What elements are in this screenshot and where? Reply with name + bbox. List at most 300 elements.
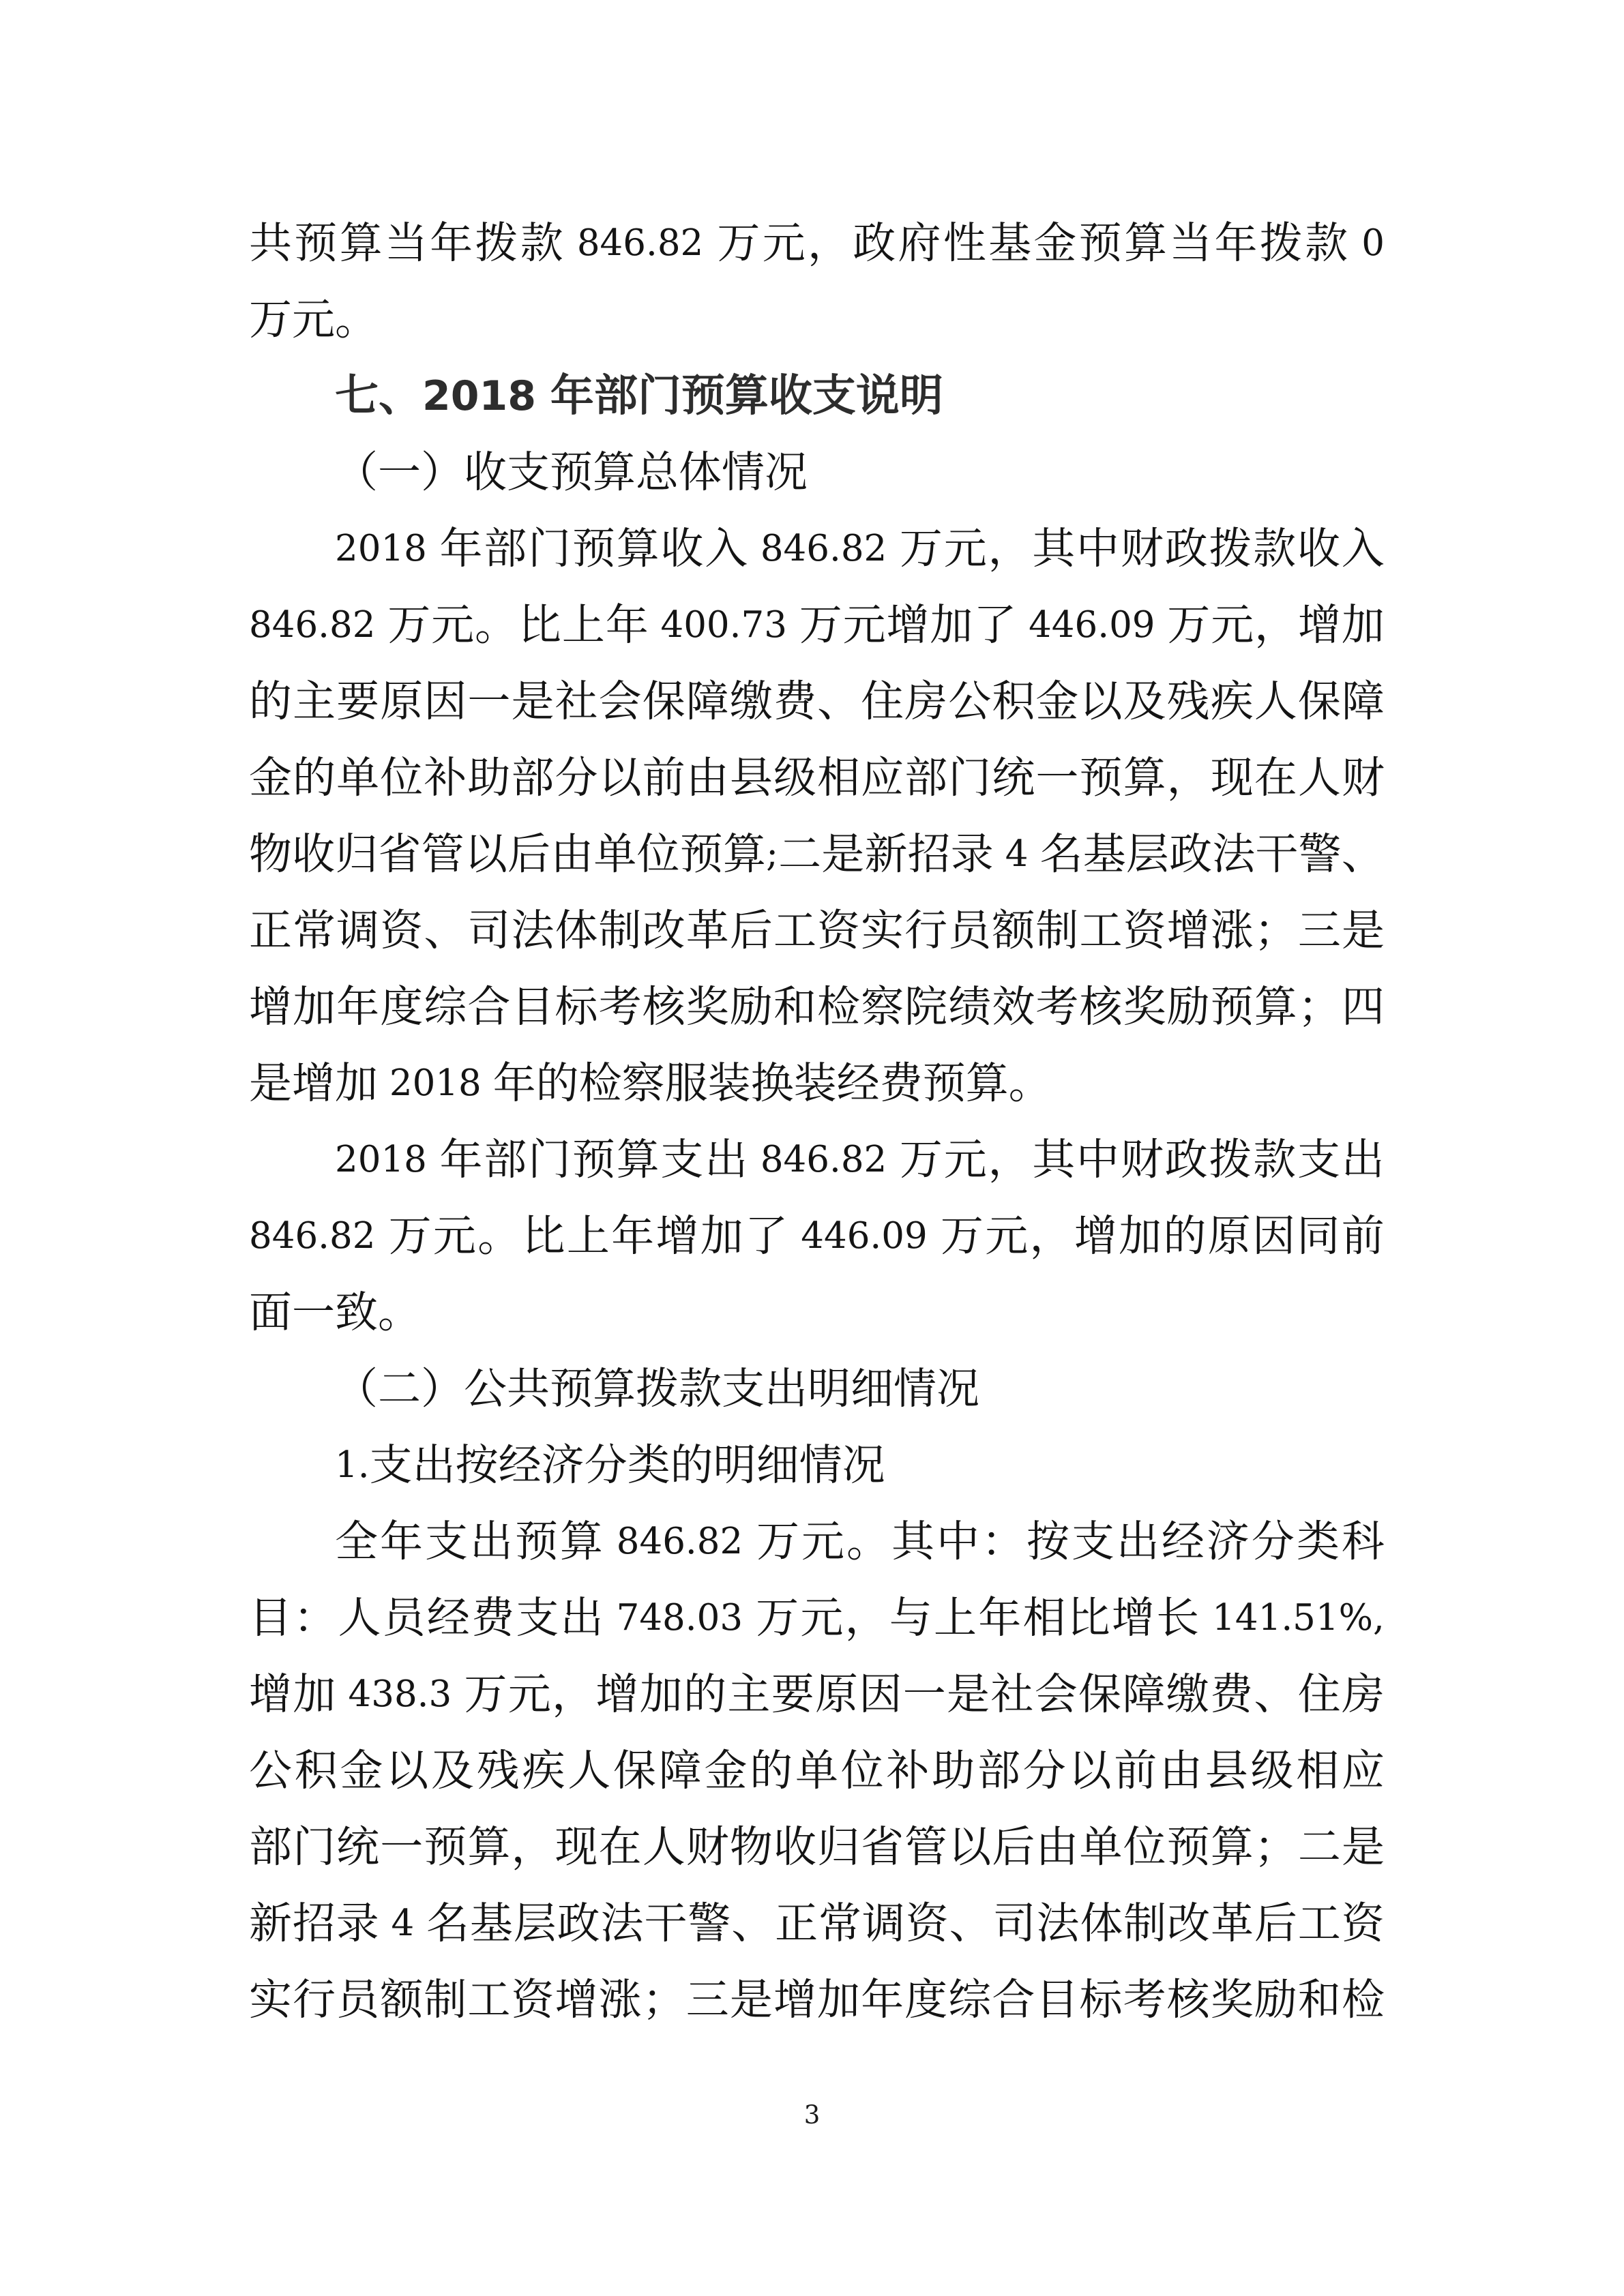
- text-token: 后: [507, 829, 551, 879]
- text-token: 标: [1079, 1975, 1123, 2025]
- text-token: 1.: [335, 1444, 370, 1486]
- text-token: 助: [467, 753, 511, 803]
- text-token: 原: [815, 1669, 859, 1719]
- text-token: 政: [1164, 1135, 1208, 1184]
- text-token: 录: [336, 1898, 379, 1948]
- text-token: 预: [679, 829, 723, 879]
- text-token: 算: [616, 524, 660, 573]
- text-token: 算: [593, 447, 636, 497]
- text-token: 检: [1341, 1975, 1385, 2025]
- text-token: 元: [985, 1211, 1029, 1261]
- text-token: 励: [729, 982, 773, 1032]
- text-token: 三: [685, 1975, 729, 2025]
- text-token: 财: [1120, 1135, 1164, 1184]
- text-token: 、: [424, 906, 467, 955]
- text-token: 人: [338, 1593, 381, 1643]
- text-token: 招: [292, 1898, 336, 1948]
- text-token: 出: [765, 1364, 808, 1414]
- text-token: 金: [1033, 218, 1077, 268]
- text-token: 因: [859, 1669, 902, 1719]
- text-token: 预: [294, 218, 338, 268]
- text-token: 预: [1078, 218, 1122, 268]
- text-token: 长: [1156, 1593, 1200, 1643]
- text-token: 、: [1254, 1669, 1297, 1719]
- text-token: 分: [1251, 1517, 1295, 1566]
- text-token: 2018: [422, 372, 550, 420]
- text-token: 款: [1305, 218, 1348, 268]
- text-token: 法: [511, 906, 555, 955]
- text-token: 员: [382, 1593, 426, 1643]
- text-token: 资: [817, 906, 861, 955]
- text-token: 前: [642, 753, 685, 803]
- text-token: 金: [340, 1746, 383, 1795]
- text-token: 情: [722, 447, 765, 497]
- text-token: 政: [557, 1898, 600, 1948]
- text-token: 和: [1297, 1975, 1341, 2025]
- text-token: 收: [292, 829, 336, 879]
- text-token: 院: [904, 982, 948, 1032]
- text-token: 比: [522, 1211, 565, 1261]
- text-token: 涨: [1210, 906, 1254, 955]
- text-token: 元: [432, 1211, 476, 1261]
- text-token: 管: [904, 1822, 948, 1872]
- text-token: 济: [541, 1440, 585, 1490]
- text-token: 与: [889, 1593, 932, 1643]
- text-token: 补: [424, 753, 467, 803]
- text-token: 万: [899, 1135, 943, 1184]
- text-token: 0: [1350, 222, 1385, 264]
- text-token: 基: [988, 218, 1032, 268]
- text-token: 单: [336, 753, 380, 803]
- text-token: 综: [948, 1975, 992, 2025]
- text-token: 改: [1167, 1898, 1211, 1948]
- text-token: 出: [469, 1517, 513, 1566]
- text-token: 检: [578, 1058, 622, 1108]
- text-token: 物: [729, 1822, 773, 1872]
- text-token: 障: [1341, 676, 1385, 726]
- text-token: 算: [1123, 218, 1167, 268]
- text-token: 目: [1035, 1975, 1079, 2025]
- text-token: 加: [639, 1669, 683, 1719]
- text-line: [249, 1962, 1385, 2038]
- text-token: 房: [1341, 1669, 1385, 1719]
- text-line: [249, 1580, 1385, 1656]
- text-token: 、: [949, 1898, 992, 1948]
- text-line: [249, 1809, 1385, 1885]
- text-token: 共: [507, 1364, 550, 1414]
- text-token: 收: [773, 1822, 816, 1872]
- text-token: 况: [842, 1440, 885, 1490]
- text-token: 障: [658, 1746, 702, 1795]
- text-token: 的: [293, 753, 336, 803]
- text-token: 加: [293, 982, 336, 1032]
- text-token: 元: [842, 600, 886, 650]
- text-token: 上: [566, 1211, 610, 1261]
- text-token: 增: [1166, 906, 1210, 955]
- text-token: 收: [1297, 524, 1340, 573]
- text-token: 元: [507, 1669, 551, 1719]
- text-token: 算: [722, 829, 766, 879]
- text-token: 算: [616, 1135, 660, 1184]
- text-token: 行: [293, 1975, 336, 2025]
- text-token: 面: [249, 1287, 292, 1337]
- text-token: 政: [1164, 524, 1208, 573]
- text-token: 补: [886, 1746, 930, 1795]
- text-token: 增: [555, 1975, 598, 2025]
- text-line: [249, 816, 1385, 893]
- text-token: 预: [424, 1822, 467, 1872]
- text-token: 主: [727, 1669, 771, 1719]
- text-token: 费: [1210, 1669, 1253, 1719]
- text-token: 金: [1035, 676, 1079, 726]
- text-token: 明: [713, 1440, 756, 1490]
- text-token: 中: [1076, 524, 1120, 573]
- text-token: 统: [336, 1822, 380, 1872]
- text-token: 141.51%,: [1200, 1597, 1385, 1639]
- text-token: 资: [1123, 906, 1166, 955]
- text-token: 明: [899, 371, 943, 421]
- text-token: 体: [679, 447, 722, 497]
- text-token: 度: [904, 1975, 948, 2025]
- text-token: 万: [387, 600, 431, 650]
- text-token: 绩: [948, 982, 992, 1032]
- text-token: 增: [1074, 1211, 1117, 1261]
- text-token: 标: [555, 982, 598, 1032]
- text-token: 基: [469, 1898, 513, 1948]
- text-token: 人: [1254, 676, 1297, 726]
- text-token: 款: [520, 218, 563, 268]
- text-token: 及: [1123, 676, 1166, 726]
- text-token: 府: [898, 218, 941, 268]
- text-token: 住: [861, 676, 904, 726]
- text-token: 了: [745, 1211, 788, 1261]
- text-token: 现: [555, 1822, 598, 1872]
- text-token: 年: [439, 524, 483, 573]
- text-line: [249, 1504, 1385, 1580]
- text-token: 级: [1250, 1746, 1294, 1795]
- text-token: ，: [1029, 1211, 1073, 1261]
- text-token: 元: [1211, 600, 1254, 650]
- text-token: 部: [484, 1135, 527, 1184]
- text-token: 县: [729, 753, 773, 803]
- text-token: 的: [670, 1440, 713, 1490]
- text-token: 元: [762, 218, 806, 268]
- text-token: 出: [412, 1440, 456, 1490]
- text-token: 单: [1079, 1822, 1123, 1872]
- text-token: ；: [642, 1975, 685, 2025]
- text-line: [249, 893, 1385, 969]
- text-token: ，: [844, 1593, 888, 1643]
- text-token: 以: [1068, 1746, 1112, 1795]
- text-token: 人: [642, 1822, 685, 1872]
- text-token: 类: [1296, 1517, 1340, 1566]
- text-token: 招: [907, 829, 951, 879]
- text-token: 社: [555, 676, 598, 726]
- text-token: 预: [1210, 982, 1254, 1032]
- text-token: 款: [679, 1364, 722, 1414]
- text-token: 了: [973, 600, 1017, 650]
- text-token: 会: [1034, 1669, 1078, 1719]
- text-token: 实: [861, 906, 904, 955]
- text-token: 调: [861, 1898, 905, 1948]
- text-token: 归: [335, 829, 379, 879]
- text-token: 收: [464, 447, 507, 497]
- text-token: 的: [249, 676, 292, 726]
- text-token: 资: [1341, 1898, 1385, 1948]
- text-token: 算: [1210, 1822, 1254, 1872]
- text-token: 公: [948, 676, 992, 726]
- text-token: 社: [990, 1669, 1034, 1719]
- text-token: 财: [1341, 753, 1385, 803]
- text-token: 拨: [1209, 1135, 1252, 1184]
- text-token: 比: [1067, 1593, 1110, 1643]
- text-token: 综: [424, 982, 467, 1032]
- text-token: 门: [528, 524, 572, 573]
- text-token: 合: [467, 982, 511, 1032]
- text-token: 预: [572, 1135, 615, 1184]
- text-token: 公: [249, 1746, 292, 1795]
- text-token: 846.82: [604, 1521, 755, 1562]
- text-token: 装: [793, 1058, 837, 1108]
- text-token: 况: [765, 447, 808, 497]
- text-token: 况: [936, 1364, 979, 1414]
- text-token: 收: [768, 371, 812, 421]
- text-token: 年: [861, 1975, 904, 2025]
- text-token: 检: [817, 982, 861, 1032]
- text-token: 致: [335, 1287, 378, 1337]
- text-token: 万: [799, 600, 842, 650]
- text-token: 缴: [1166, 1669, 1209, 1719]
- text-token: 七: [335, 371, 379, 421]
- text-token: 目: [249, 1593, 292, 1643]
- text-token: 干: [1255, 829, 1299, 879]
- text-token: 和: [773, 982, 816, 1032]
- text-token: 加: [335, 1058, 378, 1108]
- text-token: 以: [464, 829, 507, 879]
- text-token: 革: [685, 906, 729, 955]
- text-token: 人: [567, 1746, 611, 1795]
- text-token: 总: [636, 447, 679, 497]
- text-token: 、: [817, 676, 861, 726]
- text-line: [249, 205, 1385, 282]
- text-token: 增: [249, 982, 292, 1032]
- text-line: [249, 1733, 1385, 1809]
- text-line: [249, 1656, 1385, 1733]
- text-token: 万: [717, 218, 761, 268]
- text-token: 二: [778, 829, 822, 879]
- text-token: 费: [471, 1593, 515, 1643]
- text-token: 原: [380, 676, 424, 726]
- text-token: 后: [992, 1822, 1035, 1872]
- text-token: 以: [948, 1822, 992, 1872]
- text-token: 要: [336, 676, 380, 726]
- text-line: [249, 664, 1385, 740]
- text-token: 助: [932, 1746, 975, 1795]
- text-token: 一: [380, 1822, 424, 1872]
- text-token: 级: [773, 753, 816, 803]
- text-token: 济: [1206, 1517, 1250, 1566]
- text-token: 名: [1039, 829, 1083, 879]
- text-token: 当: [1169, 218, 1213, 268]
- text-token: 核: [642, 982, 685, 1032]
- text-token: 的: [1163, 1211, 1207, 1261]
- text-token: 察: [621, 1058, 665, 1108]
- text-token: 细: [851, 1364, 894, 1414]
- text-token: 疾: [1210, 676, 1254, 726]
- text-token: 支: [812, 371, 856, 421]
- text-token: 归: [817, 1822, 861, 1872]
- text-token: 原: [1207, 1211, 1251, 1261]
- text-token: 积: [992, 676, 1035, 726]
- text-token: 增: [292, 1058, 335, 1108]
- text-token: 前: [1341, 1211, 1385, 1261]
- page-number: 3: [803, 2100, 821, 2130]
- text-token: 846.82: [249, 604, 387, 646]
- text-token: 年: [611, 1211, 655, 1261]
- text-token: 是: [1341, 906, 1385, 955]
- text-token: 其: [891, 1517, 934, 1566]
- text-token: 相: [1022, 1593, 1066, 1643]
- text-token: 应: [861, 753, 904, 803]
- text-token: 748.03: [604, 1597, 754, 1639]
- text-token: 部: [484, 524, 527, 573]
- text-token: 、: [731, 1898, 775, 1948]
- text-token: 因: [424, 676, 467, 726]
- text-token: 是: [729, 1975, 773, 2025]
- text-token: 是: [511, 676, 555, 726]
- text-token: 部: [593, 371, 638, 421]
- text-token: 年: [336, 982, 380, 1032]
- text-token: 以: [385, 1746, 429, 1795]
- text-token: 实: [249, 1975, 292, 2025]
- text-token: 政: [1169, 829, 1213, 879]
- text-token: 、: [379, 371, 422, 421]
- text-token: 是: [249, 1058, 292, 1108]
- text-token: 保: [1078, 1669, 1122, 1719]
- text-token: 支: [1071, 1517, 1114, 1566]
- text-token: ：: [981, 1517, 1024, 1566]
- text-token: 政: [853, 218, 896, 268]
- text-token: 446.09: [789, 1215, 939, 1257]
- text-token: 正: [249, 906, 292, 955]
- text-token: 相: [1296, 1746, 1340, 1795]
- text-token: 奖: [1123, 982, 1166, 1032]
- text-token: 预: [572, 524, 615, 573]
- text-token: 管: [421, 829, 464, 879]
- text-token: 。: [335, 295, 378, 344]
- text-token: 位: [840, 1746, 884, 1795]
- text-token: 工: [773, 906, 816, 955]
- text-token: 由: [1035, 1822, 1079, 1872]
- text-line: [249, 1885, 1385, 1962]
- text-token: 换: [750, 1058, 794, 1108]
- text-token: 部: [249, 1822, 292, 1872]
- text-token: 体: [555, 906, 598, 955]
- text-token: 残: [1166, 676, 1210, 726]
- text-token: 励: [1166, 982, 1210, 1032]
- text-token: ，: [807, 218, 851, 268]
- text-token: 名: [426, 1898, 469, 1948]
- section-heading: [249, 358, 1385, 434]
- text-token: 部: [977, 1746, 1020, 1795]
- text-token: 分: [584, 1440, 628, 1490]
- text-token: 度: [380, 982, 424, 1032]
- text-token: 一: [378, 447, 421, 497]
- text-token: 员: [948, 906, 992, 955]
- text-token: 同: [1297, 1211, 1340, 1261]
- text-token: 考: [1035, 982, 1079, 1032]
- text-token: 增: [1111, 1593, 1155, 1643]
- text-token: 加: [817, 1975, 861, 2025]
- text-token: 县: [1205, 1746, 1248, 1795]
- text-token: 奖: [1210, 1975, 1254, 2025]
- text-token: 上: [561, 600, 605, 650]
- text-token: 4: [379, 1903, 426, 1944]
- text-token: 846.82: [249, 1215, 387, 1257]
- text-line: [249, 1045, 1385, 1122]
- text-token: 支: [660, 1135, 704, 1184]
- text-token: 算: [559, 1517, 603, 1566]
- text-token: 门: [948, 753, 992, 803]
- text-token: 、: [1341, 829, 1385, 879]
- text-token: 出: [560, 1593, 604, 1643]
- text-token: 元: [943, 1135, 987, 1184]
- text-token: 司: [992, 1898, 1036, 1948]
- text-token: 房: [904, 676, 948, 726]
- text-token: 警: [688, 1898, 731, 1948]
- text-token: 分: [555, 753, 598, 803]
- text-token: 全: [335, 1517, 378, 1566]
- text-token: 层: [513, 1898, 557, 1948]
- text-token: 846.82: [748, 528, 899, 569]
- text-token: 门: [528, 1135, 572, 1184]
- text-token: 情: [799, 1440, 842, 1490]
- text-token: 支: [1297, 1135, 1340, 1184]
- text-token: 加: [1341, 600, 1385, 650]
- text-token: 积: [294, 1746, 338, 1795]
- text-token: 在: [1254, 753, 1297, 803]
- text-token: 会: [598, 676, 642, 726]
- text-token: 拨: [1209, 524, 1252, 573]
- text-token: 额: [380, 1975, 424, 2025]
- text-token: 出: [705, 1135, 748, 1184]
- text-token: 励: [1254, 1975, 1297, 2025]
- text-token: 新: [864, 829, 908, 879]
- text-token: 位: [636, 829, 680, 879]
- text-token: 2018: [335, 528, 439, 569]
- text-token: 2018: [335, 1139, 439, 1180]
- text-token: 增: [1298, 600, 1342, 650]
- text-token: 万: [899, 524, 943, 573]
- text-token: 门: [637, 371, 681, 421]
- text-token: 位: [1123, 1822, 1166, 1872]
- text-token: 是: [1341, 1822, 1385, 1872]
- text-token: 录: [950, 829, 994, 879]
- text-token: 性: [943, 218, 986, 268]
- text-token: 拨: [1259, 218, 1303, 268]
- text-token: 金: [249, 753, 292, 803]
- text-token: 省: [378, 829, 422, 879]
- text-token: 万: [464, 1669, 507, 1719]
- text-token: 工: [1297, 1898, 1341, 1948]
- text-token: 警: [1298, 829, 1342, 879]
- text-token: 万: [388, 1211, 432, 1261]
- text-token: 二: [378, 1364, 421, 1414]
- text-token: 出: [1341, 1135, 1385, 1184]
- text-token: 438.3: [336, 1673, 464, 1715]
- text-token: 预: [922, 1058, 966, 1108]
- text-token: 及: [431, 1746, 474, 1795]
